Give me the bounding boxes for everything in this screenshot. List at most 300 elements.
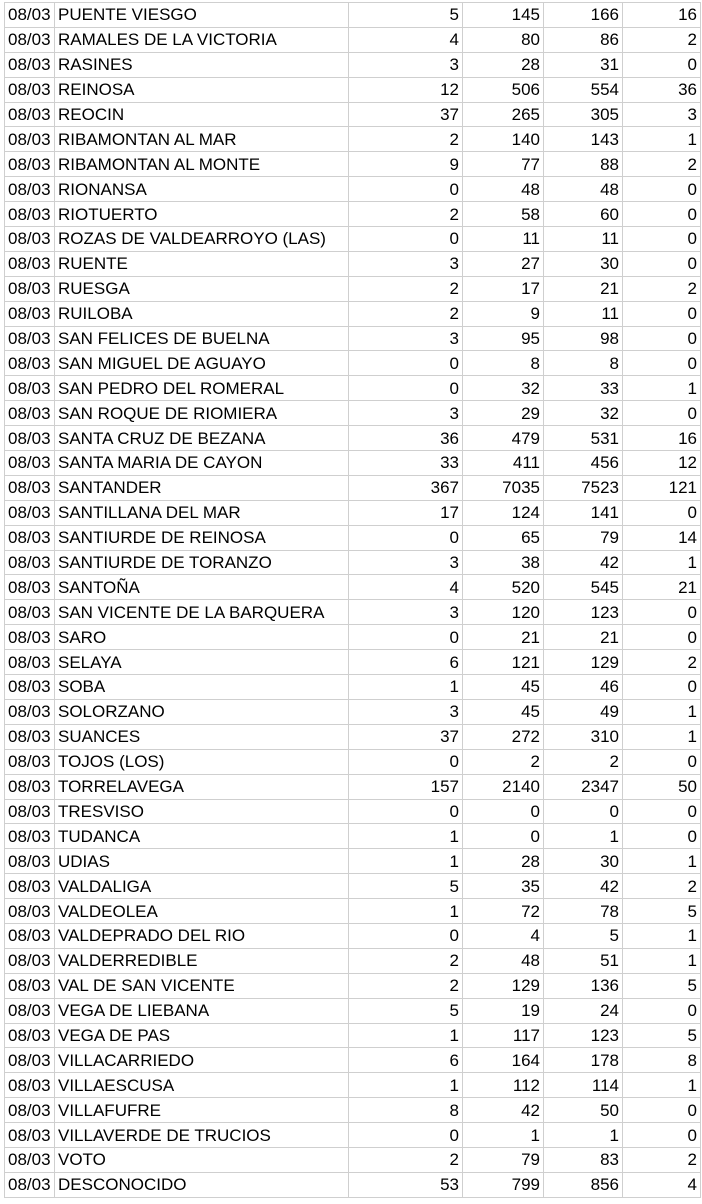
municipality-cell[interactable]: REINOSA — [55, 77, 349, 102]
value-cell-3[interactable]: 8 — [544, 351, 623, 376]
value-cell-2[interactable]: 506 — [463, 77, 544, 102]
date-cell[interactable]: 08/03 — [5, 177, 55, 202]
municipality-cell[interactable]: SUANCES — [55, 724, 349, 749]
municipality-cell[interactable]: VALDALIGA — [55, 874, 349, 899]
value-cell-4[interactable]: 2 — [623, 152, 701, 177]
value-cell-1[interactable]: 157 — [349, 774, 463, 799]
value-cell-2[interactable]: 121 — [463, 650, 544, 675]
table-row — [5, 177, 701, 202]
value-cell-2[interactable]: 77 — [463, 152, 544, 177]
value-cell-1[interactable]: 3 — [349, 699, 463, 724]
value-cell-3[interactable]: 24 — [544, 998, 623, 1023]
municipality-cell[interactable]: SANTILLANA DEL MAR — [55, 500, 349, 525]
value-cell-2[interactable]: 19 — [463, 998, 544, 1023]
value-cell-1[interactable]: 2 — [349, 127, 463, 152]
value-cell-3[interactable]: 136 — [544, 973, 623, 998]
value-cell-3[interactable]: 21 — [544, 276, 623, 301]
value-cell-2[interactable]: 65 — [463, 525, 544, 550]
value-cell-3[interactable]: 98 — [544, 326, 623, 351]
value-cell-2[interactable]: 120 — [463, 600, 544, 625]
municipality-cell[interactable]: VALDEOLEA — [55, 899, 349, 924]
value-cell-3[interactable]: 30 — [544, 849, 623, 874]
date-cell[interactable]: 08/03 — [5, 77, 55, 102]
municipality-cell[interactable]: VOTO — [55, 1147, 349, 1172]
value-cell-4[interactable]: 2 — [623, 1147, 701, 1172]
value-cell-1[interactable]: 4 — [349, 27, 463, 52]
municipality-cell[interactable]: SAN MIGUEL DE AGUAYO — [55, 351, 349, 376]
value-cell-2[interactable]: 28 — [463, 849, 544, 874]
municipality-cell[interactable]: SARO — [55, 625, 349, 650]
municipality-cell[interactable]: SAN VICENTE DE LA BARQUERA — [55, 600, 349, 625]
value-cell-1[interactable]: 2 — [349, 1147, 463, 1172]
value-cell-2[interactable]: 1 — [463, 1123, 544, 1148]
value-cell-2[interactable]: 265 — [463, 102, 544, 127]
date-cell[interactable]: 08/03 — [5, 948, 55, 973]
value-cell-2[interactable]: 8 — [463, 351, 544, 376]
value-cell-2[interactable]: 145 — [463, 3, 544, 28]
value-cell-3[interactable]: 78 — [544, 899, 623, 924]
value-cell-2[interactable]: 21 — [463, 625, 544, 650]
municipality-cell[interactable]: VEGA DE LIEBANA — [55, 998, 349, 1023]
value-cell-1[interactable]: 5 — [349, 998, 463, 1023]
value-cell-1[interactable]: 4 — [349, 575, 463, 600]
municipality-cell[interactable]: SANTANDER — [55, 475, 349, 500]
date-cell[interactable]: 08/03 — [5, 799, 55, 824]
date-cell[interactable]: 08/03 — [5, 675, 55, 700]
value-cell-4[interactable]: 16 — [623, 3, 701, 28]
value-cell-3[interactable]: 50 — [544, 1098, 623, 1123]
municipality-cell[interactable]: VILLACARRIEDO — [55, 1048, 349, 1073]
value-cell-2[interactable]: 79 — [463, 1147, 544, 1172]
table-row — [5, 998, 701, 1023]
date-cell[interactable]: 08/03 — [5, 202, 55, 227]
value-cell-1[interactable]: 0 — [349, 625, 463, 650]
value-cell-2[interactable]: 4 — [463, 923, 544, 948]
municipality-cell[interactable]: SELAYA — [55, 650, 349, 675]
value-cell-2[interactable]: 42 — [463, 1098, 544, 1123]
value-cell-1[interactable]: 1 — [349, 1023, 463, 1048]
value-cell-4[interactable]: 36 — [623, 77, 701, 102]
value-cell-1[interactable]: 0 — [349, 351, 463, 376]
date-cell[interactable]: 08/03 — [5, 600, 55, 625]
value-cell-3[interactable]: 48 — [544, 177, 623, 202]
value-cell-4[interactable]: 4 — [623, 1172, 701, 1197]
value-cell-1[interactable]: 3 — [349, 251, 463, 276]
municipality-cell[interactable]: SANTIURDE DE REINOSA — [55, 525, 349, 550]
value-cell-2[interactable]: 35 — [463, 874, 544, 899]
municipality-cell[interactable]: SOBA — [55, 675, 349, 700]
value-cell-4[interactable]: 3 — [623, 102, 701, 127]
value-cell-4[interactable]: 0 — [623, 749, 701, 774]
value-cell-1[interactable]: 8 — [349, 1098, 463, 1123]
value-cell-3[interactable]: 310 — [544, 724, 623, 749]
value-cell-1[interactable]: 12 — [349, 77, 463, 102]
date-cell[interactable]: 08/03 — [5, 874, 55, 899]
value-cell-4[interactable]: 0 — [623, 351, 701, 376]
municipality-cell[interactable]: SOLORZANO — [55, 699, 349, 724]
value-cell-2[interactable]: 32 — [463, 376, 544, 401]
value-cell-1[interactable]: 5 — [349, 3, 463, 28]
municipality-cell[interactable]: TUDANCA — [55, 824, 349, 849]
value-cell-1[interactable]: 2 — [349, 948, 463, 973]
value-cell-2[interactable]: 27 — [463, 251, 544, 276]
municipality-cell[interactable]: RUESGA — [55, 276, 349, 301]
table-row — [5, 426, 701, 451]
value-cell-4[interactable]: 0 — [623, 675, 701, 700]
value-cell-1[interactable]: 3 — [349, 600, 463, 625]
date-cell[interactable]: 08/03 — [5, 251, 55, 276]
value-cell-4[interactable]: 0 — [623, 824, 701, 849]
value-cell-1[interactable]: 1 — [349, 849, 463, 874]
value-cell-4[interactable]: 1 — [623, 1073, 701, 1098]
table-row — [5, 1123, 701, 1148]
value-cell-1[interactable]: 0 — [349, 799, 463, 824]
value-cell-4[interactable]: 0 — [623, 799, 701, 824]
table-row — [5, 251, 701, 276]
municipality-cell[interactable]: PUENTE VIESGO — [55, 3, 349, 28]
value-cell-4[interactable]: 1 — [623, 724, 701, 749]
value-cell-3[interactable]: 7523 — [544, 475, 623, 500]
value-cell-1[interactable]: 0 — [349, 177, 463, 202]
value-cell-2[interactable]: 17 — [463, 276, 544, 301]
value-cell-1[interactable]: 3 — [349, 550, 463, 575]
date-cell[interactable]: 08/03 — [5, 3, 55, 28]
value-cell-4[interactable]: 5 — [623, 973, 701, 998]
municipality-cell[interactable]: SANTIURDE DE TORANZO — [55, 550, 349, 575]
value-cell-1[interactable]: 1 — [349, 899, 463, 924]
value-cell-4[interactable]: 21 — [623, 575, 701, 600]
municipality-cell[interactable]: RIOTUERTO — [55, 202, 349, 227]
date-cell[interactable]: 08/03 — [5, 699, 55, 724]
value-cell-2[interactable]: 164 — [463, 1048, 544, 1073]
municipality-cell[interactable]: SANTA MARIA DE CAYON — [55, 451, 349, 476]
date-cell[interactable]: 08/03 — [5, 301, 55, 326]
value-cell-3[interactable]: 2347 — [544, 774, 623, 799]
date-cell[interactable]: 08/03 — [5, 650, 55, 675]
date-cell[interactable]: 08/03 — [5, 923, 55, 948]
value-cell-3[interactable]: 49 — [544, 699, 623, 724]
value-cell-2[interactable]: 129 — [463, 973, 544, 998]
value-cell-3[interactable]: 166 — [544, 3, 623, 28]
value-cell-4[interactable]: 0 — [623, 1098, 701, 1123]
value-cell-4[interactable]: 0 — [623, 625, 701, 650]
municipality-cell[interactable]: UDIAS — [55, 849, 349, 874]
table-row — [5, 948, 701, 973]
municipality-cell[interactable]: VALDEPRADO DEL RIO — [55, 923, 349, 948]
value-cell-4[interactable]: 1 — [623, 948, 701, 973]
municipality-cell[interactable]: SANTOÑA — [55, 575, 349, 600]
value-cell-3[interactable]: 178 — [544, 1048, 623, 1073]
date-cell[interactable]: 08/03 — [5, 550, 55, 575]
value-cell-4[interactable]: 2 — [623, 874, 701, 899]
value-cell-3[interactable]: 32 — [544, 401, 623, 426]
value-cell-2[interactable]: 117 — [463, 1023, 544, 1048]
value-cell-1[interactable]: 1 — [349, 824, 463, 849]
date-cell[interactable]: 08/03 — [5, 401, 55, 426]
date-cell[interactable]: 08/03 — [5, 152, 55, 177]
value-cell-3[interactable]: 305 — [544, 102, 623, 127]
value-cell-1[interactable]: 6 — [349, 1048, 463, 1073]
date-cell[interactable]: 08/03 — [5, 824, 55, 849]
value-cell-4[interactable]: 1 — [623, 699, 701, 724]
value-cell-3[interactable]: 31 — [544, 52, 623, 77]
value-cell-4[interactable]: 0 — [623, 202, 701, 227]
date-cell[interactable]: 08/03 — [5, 326, 55, 351]
value-cell-1[interactable]: 17 — [349, 500, 463, 525]
value-cell-3[interactable]: 11 — [544, 227, 623, 252]
value-cell-3[interactable]: 554 — [544, 77, 623, 102]
value-cell-3[interactable]: 60 — [544, 202, 623, 227]
value-cell-4[interactable]: 0 — [623, 998, 701, 1023]
value-cell-4[interactable]: 2 — [623, 650, 701, 675]
value-cell-1[interactable]: 0 — [349, 525, 463, 550]
value-cell-4[interactable]: 12 — [623, 451, 701, 476]
value-cell-1[interactable]: 9 — [349, 152, 463, 177]
value-cell-3[interactable]: 114 — [544, 1073, 623, 1098]
value-cell-3[interactable]: 856 — [544, 1172, 623, 1197]
municipality-cell[interactable]: RUILOBA — [55, 301, 349, 326]
date-cell[interactable]: 08/03 — [5, 102, 55, 127]
value-cell-1[interactable]: 367 — [349, 475, 463, 500]
value-cell-3[interactable]: 83 — [544, 1147, 623, 1172]
value-cell-2[interactable]: 7035 — [463, 475, 544, 500]
value-cell-4[interactable]: 1 — [623, 550, 701, 575]
municipality-cell[interactable]: RAMALES DE LA VICTORIA — [55, 27, 349, 52]
value-cell-3[interactable]: 42 — [544, 550, 623, 575]
municipality-cell[interactable]: RASINES — [55, 52, 349, 77]
value-cell-1[interactable]: 53 — [349, 1172, 463, 1197]
value-cell-2[interactable]: 11 — [463, 227, 544, 252]
value-cell-3[interactable]: 46 — [544, 675, 623, 700]
value-cell-2[interactable]: 112 — [463, 1073, 544, 1098]
value-cell-1[interactable]: 2 — [349, 276, 463, 301]
value-cell-1[interactable]: 0 — [349, 1123, 463, 1148]
date-cell[interactable]: 08/03 — [5, 376, 55, 401]
municipality-cell[interactable]: SANTA CRUZ DE BEZANA — [55, 426, 349, 451]
value-cell-3[interactable]: 0 — [544, 799, 623, 824]
municipality-cell[interactable]: SAN ROQUE DE RIOMIERA — [55, 401, 349, 426]
value-cell-4[interactable]: 0 — [623, 227, 701, 252]
date-cell[interactable]: 08/03 — [5, 451, 55, 476]
date-cell[interactable]: 08/03 — [5, 998, 55, 1023]
municipality-cell[interactable]: VAL DE SAN VICENTE — [55, 973, 349, 998]
value-cell-3[interactable]: 129 — [544, 650, 623, 675]
value-cell-1[interactable]: 5 — [349, 874, 463, 899]
value-cell-1[interactable]: 33 — [349, 451, 463, 476]
value-cell-2[interactable]: 2 — [463, 749, 544, 774]
value-cell-2[interactable]: 0 — [463, 799, 544, 824]
value-cell-4[interactable]: 2 — [623, 276, 701, 301]
date-cell[interactable]: 08/03 — [5, 1123, 55, 1148]
municipality-cell[interactable]: ROZAS DE VALDEARROYO (LAS) — [55, 227, 349, 252]
value-cell-1[interactable]: 0 — [349, 376, 463, 401]
date-cell[interactable]: 08/03 — [5, 724, 55, 749]
value-cell-4[interactable]: 5 — [623, 1023, 701, 1048]
value-cell-2[interactable]: 272 — [463, 724, 544, 749]
value-cell-3[interactable]: 33 — [544, 376, 623, 401]
value-cell-2[interactable]: 45 — [463, 675, 544, 700]
value-cell-1[interactable]: 37 — [349, 724, 463, 749]
value-cell-2[interactable]: 58 — [463, 202, 544, 227]
value-cell-4[interactable]: 0 — [623, 500, 701, 525]
value-cell-3[interactable]: 1 — [544, 1123, 623, 1148]
value-cell-4[interactable]: 16 — [623, 426, 701, 451]
value-cell-3[interactable]: 21 — [544, 625, 623, 650]
value-cell-4[interactable]: 121 — [623, 475, 701, 500]
date-cell[interactable]: 08/03 — [5, 1073, 55, 1098]
value-cell-2[interactable]: 124 — [463, 500, 544, 525]
date-cell[interactable]: 08/03 — [5, 1048, 55, 1073]
table-row — [5, 451, 701, 476]
value-cell-2[interactable]: 29 — [463, 401, 544, 426]
value-cell-4[interactable]: 0 — [623, 1123, 701, 1148]
value-cell-3[interactable]: 5 — [544, 923, 623, 948]
value-cell-1[interactable]: 6 — [349, 650, 463, 675]
value-cell-4[interactable]: 1 — [623, 376, 701, 401]
value-cell-4[interactable]: 50 — [623, 774, 701, 799]
date-cell[interactable]: 08/03 — [5, 500, 55, 525]
value-cell-4[interactable]: 1 — [623, 127, 701, 152]
value-cell-4[interactable]: 0 — [623, 301, 701, 326]
value-cell-4[interactable]: 0 — [623, 251, 701, 276]
value-cell-4[interactable]: 8 — [623, 1048, 701, 1073]
value-cell-3[interactable]: 143 — [544, 127, 623, 152]
value-cell-2[interactable]: 28 — [463, 52, 544, 77]
table-row — [5, 724, 701, 749]
value-cell-3[interactable]: 531 — [544, 426, 623, 451]
value-cell-1[interactable]: 2 — [349, 202, 463, 227]
municipality-cell[interactable]: RIBAMONTAN AL MAR — [55, 127, 349, 152]
value-cell-3[interactable]: 141 — [544, 500, 623, 525]
value-cell-1[interactable]: 2 — [349, 301, 463, 326]
municipality-cell[interactable]: SAN PEDRO DEL ROMERAL — [55, 376, 349, 401]
value-cell-2[interactable]: 48 — [463, 177, 544, 202]
value-cell-1[interactable]: 36 — [349, 426, 463, 451]
value-cell-1[interactable]: 0 — [349, 923, 463, 948]
value-cell-2[interactable]: 45 — [463, 699, 544, 724]
date-cell[interactable]: 08/03 — [5, 1023, 55, 1048]
value-cell-4[interactable]: 2 — [623, 27, 701, 52]
date-cell[interactable]: 08/03 — [5, 1147, 55, 1172]
value-cell-3[interactable]: 123 — [544, 600, 623, 625]
municipality-cell[interactable]: RIBAMONTAN AL MONTE — [55, 152, 349, 177]
value-cell-4[interactable]: 0 — [623, 326, 701, 351]
date-cell[interactable]: 08/03 — [5, 426, 55, 451]
value-cell-4[interactable]: 0 — [623, 52, 701, 77]
value-cell-1[interactable]: 0 — [349, 227, 463, 252]
value-cell-1[interactable]: 3 — [349, 401, 463, 426]
date-cell[interactable]: 08/03 — [5, 525, 55, 550]
date-cell[interactable]: 08/03 — [5, 52, 55, 77]
value-cell-4[interactable]: 0 — [623, 401, 701, 426]
municipality-cell[interactable]: TOJOS (LOS) — [55, 749, 349, 774]
value-cell-3[interactable]: 123 — [544, 1023, 623, 1048]
municipality-cell[interactable]: SAN FELICES DE BUELNA — [55, 326, 349, 351]
table-row — [5, 401, 701, 426]
value-cell-4[interactable]: 1 — [623, 923, 701, 948]
value-cell-4[interactable]: 14 — [623, 525, 701, 550]
value-cell-1[interactable]: 37 — [349, 102, 463, 127]
value-cell-3[interactable]: 545 — [544, 575, 623, 600]
value-cell-3[interactable]: 1 — [544, 824, 623, 849]
value-cell-2[interactable]: 479 — [463, 426, 544, 451]
value-cell-4[interactable]: 0 — [623, 177, 701, 202]
municipality-cell[interactable]: TRESVISO — [55, 799, 349, 824]
date-cell[interactable]: 08/03 — [5, 575, 55, 600]
date-cell[interactable]: 08/03 — [5, 227, 55, 252]
date-cell[interactable]: 08/03 — [5, 774, 55, 799]
municipality-cell[interactable]: REOCIN — [55, 102, 349, 127]
value-cell-2[interactable]: 2140 — [463, 774, 544, 799]
municipality-cell[interactable]: VILLAFUFRE — [55, 1098, 349, 1123]
value-cell-1[interactable]: 0 — [349, 749, 463, 774]
value-cell-2[interactable]: 140 — [463, 127, 544, 152]
date-cell[interactable]: 08/03 — [5, 351, 55, 376]
value-cell-1[interactable]: 1 — [349, 675, 463, 700]
value-cell-3[interactable]: 11 — [544, 301, 623, 326]
date-cell[interactable]: 08/03 — [5, 849, 55, 874]
value-cell-2[interactable]: 520 — [463, 575, 544, 600]
date-cell[interactable]: 08/03 — [5, 27, 55, 52]
value-cell-3[interactable]: 2 — [544, 749, 623, 774]
value-cell-3[interactable]: 456 — [544, 451, 623, 476]
municipality-cell[interactable]: DESCONOCIDO — [55, 1172, 349, 1197]
date-cell[interactable]: 08/03 — [5, 1098, 55, 1123]
value-cell-3[interactable]: 79 — [544, 525, 623, 550]
date-cell[interactable]: 08/03 — [5, 276, 55, 301]
value-cell-2[interactable]: 95 — [463, 326, 544, 351]
table-row — [5, 500, 701, 525]
value-cell-1[interactable]: 3 — [349, 52, 463, 77]
table-row — [5, 550, 701, 575]
value-cell-1[interactable]: 3 — [349, 326, 463, 351]
value-cell-3[interactable]: 42 — [544, 874, 623, 899]
municipality-cell[interactable]: VEGA DE PAS — [55, 1023, 349, 1048]
value-cell-1[interactable]: 2 — [349, 973, 463, 998]
value-cell-3[interactable]: 30 — [544, 251, 623, 276]
date-cell[interactable]: 08/03 — [5, 127, 55, 152]
municipality-cell[interactable]: TORRELAVEGA — [55, 774, 349, 799]
municipality-cell[interactable]: VILLAESCUSA — [55, 1073, 349, 1098]
table-row — [5, 923, 701, 948]
value-cell-4[interactable]: 1 — [623, 849, 701, 874]
value-cell-2[interactable]: 0 — [463, 824, 544, 849]
municipality-cell[interactable]: RUENTE — [55, 251, 349, 276]
value-cell-1[interactable]: 1 — [349, 1073, 463, 1098]
value-cell-2[interactable]: 9 — [463, 301, 544, 326]
date-cell[interactable]: 08/03 — [5, 749, 55, 774]
date-cell[interactable]: 08/03 — [5, 475, 55, 500]
value-cell-4[interactable]: 0 — [623, 600, 701, 625]
date-cell[interactable]: 08/03 — [5, 899, 55, 924]
municipality-cell[interactable]: VILLAVERDE DE TRUCIOS — [55, 1123, 349, 1148]
value-cell-2[interactable]: 48 — [463, 948, 544, 973]
value-cell-2[interactable]: 411 — [463, 451, 544, 476]
municipality-cell[interactable]: RIONANSA — [55, 177, 349, 202]
municipality-cell[interactable]: VALDERREDIBLE — [55, 948, 349, 973]
value-cell-2[interactable]: 80 — [463, 27, 544, 52]
value-cell-2[interactable]: 38 — [463, 550, 544, 575]
value-cell-4[interactable]: 5 — [623, 899, 701, 924]
value-cell-3[interactable]: 88 — [544, 152, 623, 177]
date-cell[interactable]: 08/03 — [5, 973, 55, 998]
date-cell[interactable]: 08/03 — [5, 1172, 55, 1197]
value-cell-3[interactable]: 86 — [544, 27, 623, 52]
date-cell[interactable]: 08/03 — [5, 625, 55, 650]
value-cell-2[interactable]: 72 — [463, 899, 544, 924]
value-cell-3[interactable]: 51 — [544, 948, 623, 973]
value-cell-2[interactable]: 799 — [463, 1172, 544, 1197]
